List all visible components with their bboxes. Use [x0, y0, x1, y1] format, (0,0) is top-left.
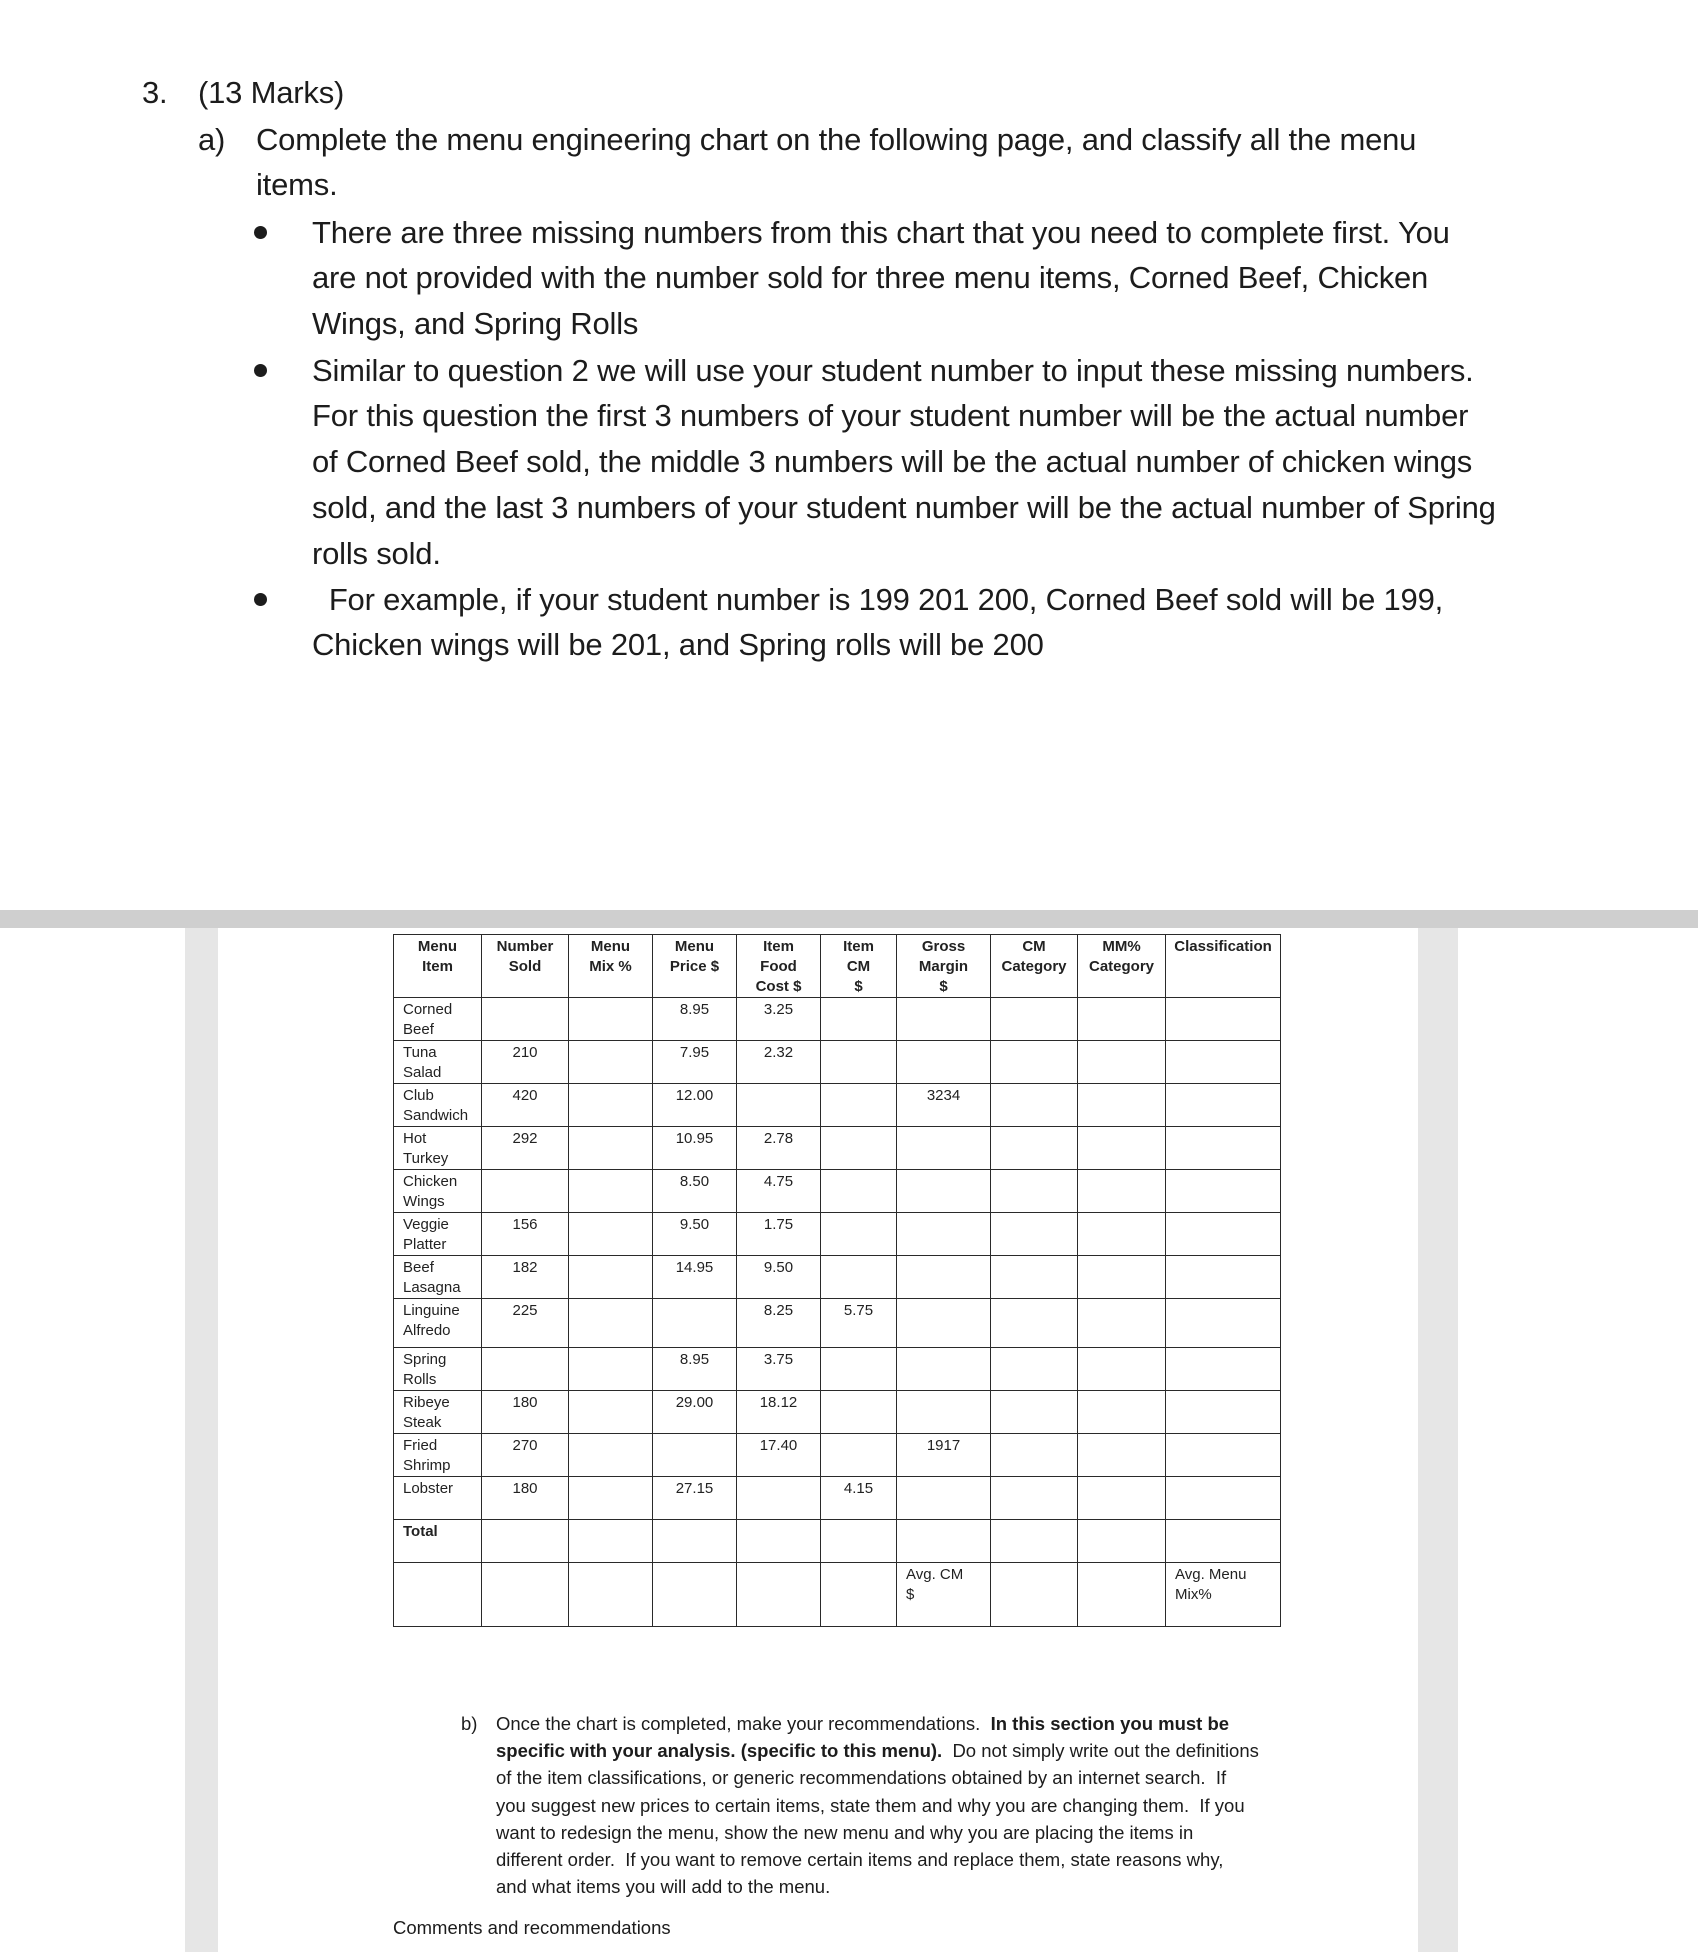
table-cell[interactable]: [1166, 1348, 1281, 1391]
table-cell[interactable]: 4.15: [821, 1477, 897, 1520]
table-cell[interactable]: 8.50: [653, 1170, 737, 1213]
part-b-text-line: and what items you will add to the menu.: [496, 1876, 831, 1898]
part-b-text-line: you suggest new prices to certain items, state them and why you are changing them. If you: [496, 1794, 1245, 1816]
table-cell[interactable]: [653, 1299, 737, 1348]
table-cell[interactable]: 18.12: [737, 1391, 821, 1434]
table-cell[interactable]: [897, 1256, 991, 1299]
table-cell[interactable]: 1.75: [737, 1213, 821, 1256]
total-cell[interactable]: [1078, 1520, 1166, 1563]
table-cell[interactable]: [821, 1391, 897, 1434]
table-cell[interactable]: [1078, 1256, 1166, 1299]
menu-item-name: Linguine Alfredo: [394, 1299, 482, 1348]
header-cm-category: CM Category: [991, 935, 1078, 998]
total-row: [394, 1520, 1281, 1563]
table-cell[interactable]: [897, 1299, 991, 1348]
part-a-label: a): [198, 122, 226, 157]
table-cell[interactable]: [1166, 1084, 1281, 1127]
table-row: [394, 1084, 1281, 1127]
table-cell[interactable]: 8.25: [737, 1299, 821, 1348]
question-number: 3.: [142, 75, 168, 110]
bullet-dot: [254, 364, 267, 377]
bullet-dot: [254, 226, 267, 239]
table-cell[interactable]: [737, 1084, 821, 1127]
table-cell[interactable]: [569, 1127, 653, 1170]
average-cell[interactable]: [737, 1563, 821, 1627]
average-row: [394, 1563, 1281, 1627]
header-menu-price: Menu Price $: [653, 935, 737, 998]
bullet-text-line: For example, if your student number is 199 201 200, Corned Beef sold will be 199,: [312, 582, 1444, 617]
average-cell[interactable]: [569, 1563, 653, 1627]
average-cell[interactable]: [653, 1563, 737, 1627]
table-cell[interactable]: 10.95: [653, 1127, 737, 1170]
table-cell[interactable]: [569, 1391, 653, 1434]
table-cell[interactable]: 3.25: [737, 998, 821, 1041]
table-cell[interactable]: 12.00: [653, 1084, 737, 1127]
table-cell[interactable]: 2.78: [737, 1127, 821, 1170]
table-cell[interactable]: [737, 1477, 821, 1520]
table-cell[interactable]: 292: [482, 1127, 569, 1170]
table-cell[interactable]: [897, 998, 991, 1041]
table-cell[interactable]: [1078, 1084, 1166, 1127]
table-cell[interactable]: 8.95: [653, 1348, 737, 1391]
table-cell[interactable]: 29.00: [653, 1391, 737, 1434]
table-cell[interactable]: [482, 1170, 569, 1213]
table-row: [394, 1170, 1281, 1213]
table-cell[interactable]: [991, 1348, 1078, 1391]
table-cell[interactable]: 225: [482, 1299, 569, 1348]
table-cell[interactable]: [991, 1084, 1078, 1127]
total-cell[interactable]: [482, 1520, 569, 1563]
table-cell[interactable]: [897, 1477, 991, 1520]
part-b-text-line: want to redesign the menu, show the new menu and why you are placing the items in: [496, 1821, 1194, 1843]
table-cell[interactable]: [1078, 998, 1166, 1041]
table-cell[interactable]: 2.32: [737, 1041, 821, 1084]
menu-item-name: Ribeye Steak: [394, 1391, 482, 1434]
table-cell[interactable]: 5.75: [821, 1299, 897, 1348]
total-cell[interactable]: [737, 1520, 821, 1563]
table-row: [394, 1213, 1281, 1256]
table-cell[interactable]: [482, 998, 569, 1041]
table-cell[interactable]: [821, 1084, 897, 1127]
menu-item-name: Spring Rolls: [394, 1348, 482, 1391]
table-cell[interactable]: [991, 1213, 1078, 1256]
table-cell[interactable]: [897, 1127, 991, 1170]
table-cell[interactable]: 8.95: [653, 998, 737, 1041]
table-cell[interactable]: [821, 998, 897, 1041]
table-row: [394, 1299, 1281, 1348]
table-cell[interactable]: [569, 1299, 653, 1348]
table-cell[interactable]: 7.95: [653, 1041, 737, 1084]
table-cell[interactable]: [1078, 1127, 1166, 1170]
table-cell[interactable]: [991, 1434, 1078, 1477]
part-b-text-line: Once the chart is completed, make your recommendations. In this section you must be: [496, 1713, 1230, 1734]
part-b-text-line: specific with your analysis. (specific to this menu). Do not simply write out the definitions: [496, 1740, 1259, 1762]
table-cell[interactable]: 3.75: [737, 1348, 821, 1391]
bullet-text-line: For this question the first 3 numbers of your student number will be the actual number: [312, 398, 1469, 433]
table-cell[interactable]: [1166, 1299, 1281, 1348]
table-cell[interactable]: [1166, 1434, 1281, 1477]
bullet-dot: [254, 593, 267, 606]
table-cell[interactable]: [1166, 1256, 1281, 1299]
table-cell[interactable]: [569, 1477, 653, 1520]
menu-item-name: Chicken Wings: [394, 1170, 482, 1213]
bullet-text-line: of Corned Beef sold, the middle 3 numbers will be the actual number of chicken wings: [312, 444, 1473, 479]
table-cell[interactable]: [1166, 1213, 1281, 1256]
table-cell[interactable]: [821, 1041, 897, 1084]
part-a-text-line: items.: [256, 167, 338, 202]
header-gross-margin: Gross Margin $: [897, 935, 991, 998]
table-cell[interactable]: [991, 1041, 1078, 1084]
avg-menu-mix-cell[interactable]: Avg. Menu Mix%: [1166, 1563, 1281, 1627]
part-b-text-line: of the item classifications, or generic recommendations obtained by an internet search. If: [496, 1767, 1227, 1789]
menu-item-name: Club Sandwich: [394, 1084, 482, 1127]
table-cell[interactable]: [1166, 1391, 1281, 1434]
table-cell[interactable]: [569, 1041, 653, 1084]
header-menu-mix: Menu Mix %: [569, 935, 653, 998]
table-cell[interactable]: [821, 1213, 897, 1256]
table-cell[interactable]: 210: [482, 1041, 569, 1084]
comments-label: Comments and recommendations: [393, 1917, 671, 1938]
table-cell[interactable]: [897, 1041, 991, 1084]
table-cell[interactable]: [569, 998, 653, 1041]
table-cell[interactable]: [897, 1213, 991, 1256]
total-label: Total: [394, 1520, 482, 1563]
average-cell[interactable]: [1078, 1563, 1166, 1627]
table-cell[interactable]: 3234: [897, 1084, 991, 1127]
bullet-text-line: Wings, and Spring Rolls: [312, 306, 639, 341]
table-cell[interactable]: [1166, 1477, 1281, 1520]
table-cell[interactable]: [897, 1391, 991, 1434]
table-cell[interactable]: [653, 1434, 737, 1477]
table-cell[interactable]: [821, 1170, 897, 1213]
average-cell[interactable]: [991, 1563, 1078, 1627]
table-cell[interactable]: 180: [482, 1391, 569, 1434]
menu-item-name: Corned Beef: [394, 998, 482, 1041]
table-cell[interactable]: 14.95: [653, 1256, 737, 1299]
table-cell[interactable]: [569, 1170, 653, 1213]
table-cell[interactable]: [1166, 1041, 1281, 1084]
table-cell[interactable]: [821, 1256, 897, 1299]
table-row: [394, 1477, 1281, 1520]
total-cell[interactable]: [653, 1520, 737, 1563]
table-cell[interactable]: [1078, 1170, 1166, 1213]
table-cell[interactable]: [569, 1084, 653, 1127]
page-separator-band: [0, 910, 1698, 928]
table-cell[interactable]: [991, 1170, 1078, 1213]
table-row: [394, 1256, 1281, 1299]
table-cell[interactable]: 4.75: [737, 1170, 821, 1213]
question-section: [0, 0, 1698, 905]
menu-item-name: Fried Shrimp: [394, 1434, 482, 1477]
bullet-text-line: Similar to question 2 we will use your student number to input these missing numbers.: [312, 353, 1474, 388]
table-row: [394, 1348, 1281, 1391]
total-cell[interactable]: [991, 1520, 1078, 1563]
average-cell[interactable]: [482, 1563, 569, 1627]
table-cell[interactable]: [1078, 1477, 1166, 1520]
total-cell[interactable]: [569, 1520, 653, 1563]
table-cell[interactable]: 9.50: [653, 1213, 737, 1256]
table-cell[interactable]: [1166, 1127, 1281, 1170]
table-cell[interactable]: [1078, 1213, 1166, 1256]
total-cell[interactable]: [1166, 1520, 1281, 1563]
menu-item-name: Tuna Salad: [394, 1041, 482, 1084]
table-cell[interactable]: 420: [482, 1084, 569, 1127]
table-cell[interactable]: [569, 1348, 653, 1391]
table-row: [394, 1041, 1281, 1084]
table-cell[interactable]: [991, 1256, 1078, 1299]
table-row: [394, 1127, 1281, 1170]
table-cell[interactable]: [1078, 1434, 1166, 1477]
average-cell[interactable]: [821, 1563, 897, 1627]
header-menu-item: Menu Item: [394, 935, 482, 998]
table-cell[interactable]: 156: [482, 1213, 569, 1256]
part-b-text-line: different order. If you want to remove certain items and replace them, state reasons why,: [496, 1849, 1224, 1870]
table-cell[interactable]: [1078, 1041, 1166, 1084]
table-cell[interactable]: [1166, 1170, 1281, 1213]
menu-item-name: Lobster: [394, 1477, 482, 1520]
table-cell[interactable]: 1917: [897, 1434, 991, 1477]
table-cell[interactable]: [482, 1348, 569, 1391]
table-row: [394, 1391, 1281, 1434]
header-mm-category: MM% Category: [1078, 935, 1166, 998]
table-cell[interactable]: [569, 1434, 653, 1477]
table-cell[interactable]: 27.15: [653, 1477, 737, 1520]
menu-item-name: Hot Turkey: [394, 1127, 482, 1170]
table-cell[interactable]: [897, 1348, 991, 1391]
bullet-text-line: There are three missing numbers from this chart that you need to complete first. You: [312, 215, 1450, 250]
bullet-text-line: Chicken wings will be 201, and Spring rolls will be 200: [312, 627, 1044, 662]
table-cell[interactable]: 270: [482, 1434, 569, 1477]
table-cell[interactable]: [991, 1477, 1078, 1520]
table-cell[interactable]: [1166, 998, 1281, 1041]
table-cell[interactable]: [991, 1299, 1078, 1348]
table-cell[interactable]: 17.40: [737, 1434, 821, 1477]
total-cell[interactable]: [821, 1520, 897, 1563]
table-cell[interactable]: [1078, 1391, 1166, 1434]
part-b-label: b): [461, 1713, 478, 1734]
menu-engineering-table: [393, 934, 1281, 1627]
table-cell[interactable]: [821, 1348, 897, 1391]
table-header-row: [394, 935, 1281, 998]
table-cell[interactable]: [991, 1391, 1078, 1434]
header-number-sold: Number Sold: [482, 935, 569, 998]
avg-cm-cell[interactable]: Avg. CM $: [897, 1563, 991, 1627]
table-cell[interactable]: [991, 1127, 1078, 1170]
table-cell[interactable]: [821, 1127, 897, 1170]
table-row: [394, 1434, 1281, 1477]
table-cell[interactable]: [569, 1256, 653, 1299]
table-row: [394, 998, 1281, 1041]
table-cell[interactable]: [1078, 1299, 1166, 1348]
table-cell[interactable]: 180: [482, 1477, 569, 1520]
question-marks: (13 Marks): [198, 75, 345, 110]
page-margin-left: [185, 928, 218, 1952]
menu-item-name: Beef Lasagna: [394, 1256, 482, 1299]
table-cell[interactable]: [1078, 1348, 1166, 1391]
table-cell[interactable]: 182: [482, 1256, 569, 1299]
table-cell[interactable]: [897, 1170, 991, 1213]
header-item-food-cost: Item Food Cost $: [737, 935, 821, 998]
part-a-text-line: Complete the menu engineering chart on the following page, and classify all the menu: [256, 122, 1417, 157]
bullet-text-line: sold, and the last 3 numbers of your student number will be the actual number of Spring: [312, 490, 1496, 525]
menu-item-name: Veggie Platter: [394, 1213, 482, 1256]
bullet-text-line: rolls sold.: [312, 536, 441, 571]
bullet-text-line: are not provided with the number sold for three menu items, Corned Beef, Chicken: [312, 260, 1429, 295]
table-cell[interactable]: [569, 1213, 653, 1256]
table-cell[interactable]: 9.50: [737, 1256, 821, 1299]
page-margin-right: [1418, 928, 1458, 1952]
header-classification: Classification: [1166, 935, 1281, 998]
table-cell[interactable]: [821, 1434, 897, 1477]
average-cell[interactable]: [394, 1563, 482, 1627]
total-cell[interactable]: [897, 1520, 991, 1563]
table-cell[interactable]: [991, 998, 1078, 1041]
header-item-cm: Item CM $: [821, 935, 897, 998]
